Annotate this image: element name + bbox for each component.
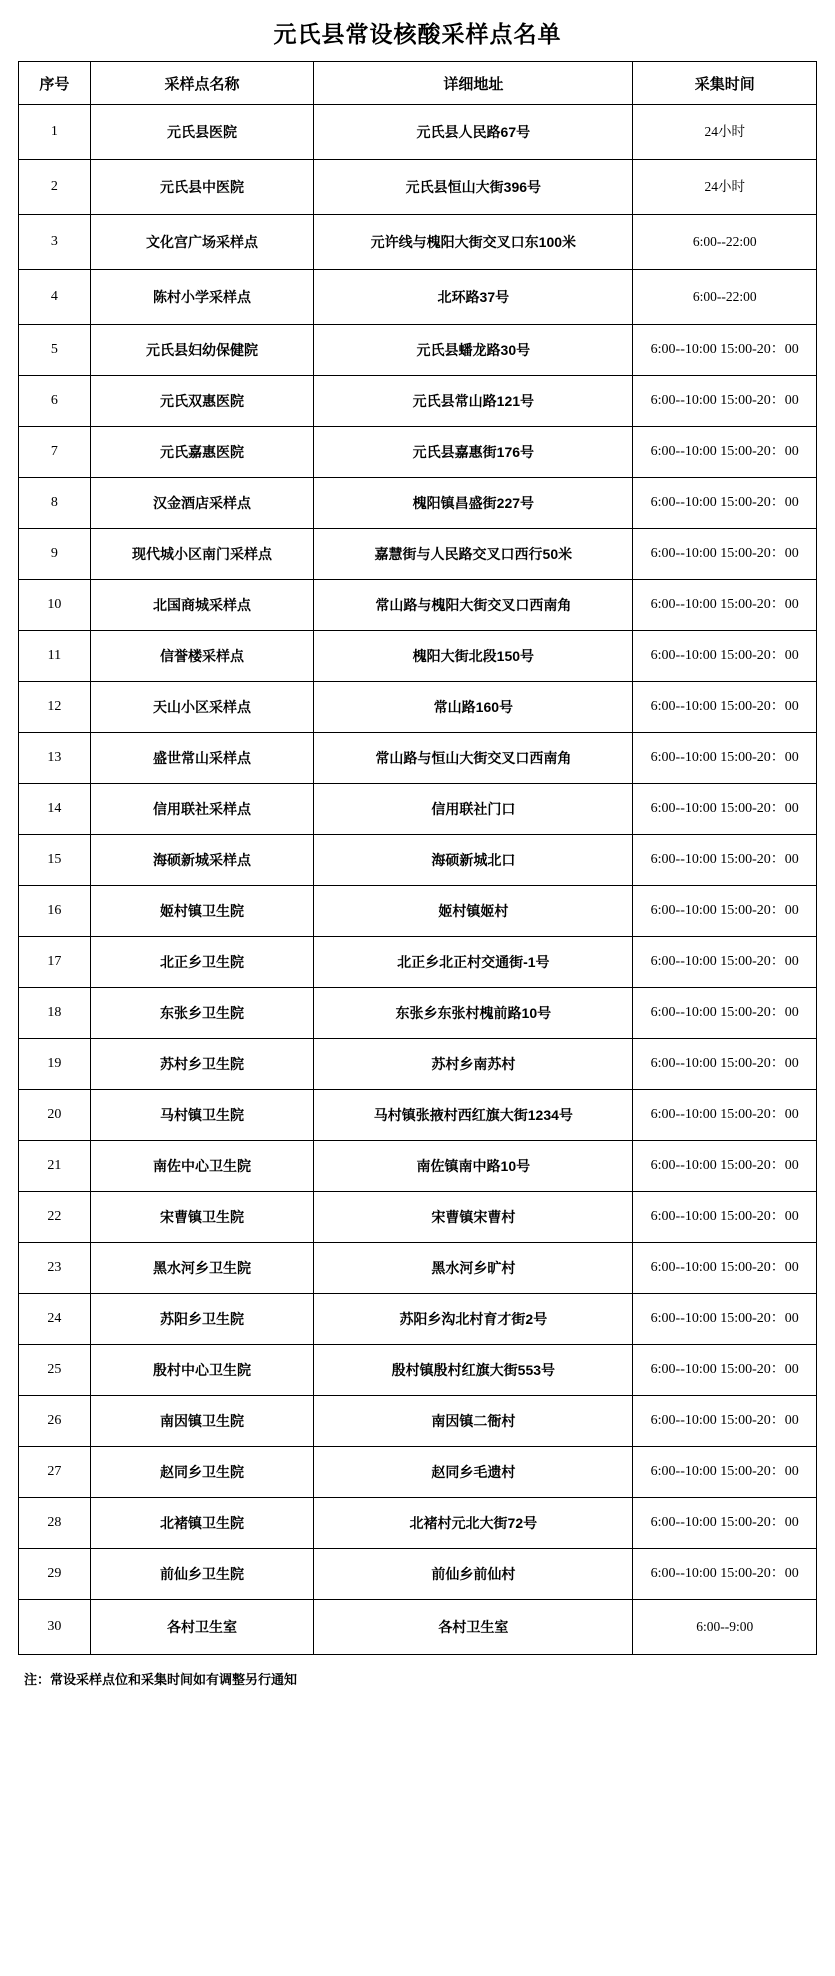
- cell-time: 6:00--10:00 15:00-20：00: [633, 376, 817, 427]
- cell-site-name: 信誉楼采样点: [90, 631, 313, 682]
- table-row: [19, 427, 817, 478]
- cell-address: 姬村镇姬村: [314, 886, 633, 937]
- cell-time: 6:00--10:00 15:00-20：00: [633, 1192, 817, 1243]
- cell-site-name: 殷村中心卫生院: [90, 1345, 313, 1396]
- cell-site-name: 前仙乡卫生院: [90, 1549, 313, 1600]
- cell-time: 6:00--10:00 15:00-20：00: [633, 733, 817, 784]
- table-row: [19, 160, 817, 215]
- cell-address: 槐阳镇昌盛街227号: [314, 478, 633, 529]
- cell-site-name: 宋曹镇卫生院: [90, 1192, 313, 1243]
- table-row: [19, 1396, 817, 1447]
- cell-address: 信用联社门口: [314, 784, 633, 835]
- cell-site-name: 南佐中心卫生院: [90, 1141, 313, 1192]
- cell-time: 6:00--10:00 15:00-20：00: [633, 478, 817, 529]
- cell-address: 北褚村元北大街72号: [314, 1498, 633, 1549]
- table-row: [19, 529, 817, 580]
- cell-time: 6:00--10:00 15:00-20：00: [633, 1345, 817, 1396]
- cell-address: 元氏县人民路67号: [314, 105, 633, 160]
- cell-index: 16: [19, 886, 91, 937]
- cell-site-name: 姬村镇卫生院: [90, 886, 313, 937]
- table-row: [19, 325, 817, 376]
- sampling-points-table: [18, 61, 817, 1655]
- cell-site-name: 现代城小区南门采样点: [90, 529, 313, 580]
- cell-address: 元氏县常山路121号: [314, 376, 633, 427]
- table-row: [19, 1345, 817, 1396]
- cell-index: 4: [19, 270, 91, 325]
- cell-time: 24小时: [633, 105, 817, 160]
- cell-site-name: 元氏县医院: [90, 105, 313, 160]
- cell-address: 北正乡北正村交通街-1号: [314, 937, 633, 988]
- cell-index: 19: [19, 1039, 91, 1090]
- cell-index: 14: [19, 784, 91, 835]
- cell-address: 槐阳大街北段150号: [314, 631, 633, 682]
- cell-index: 30: [19, 1600, 91, 1655]
- cell-time: 6:00--10:00 15:00-20：00: [633, 988, 817, 1039]
- cell-site-name: 北正乡卫生院: [90, 937, 313, 988]
- cell-index: 24: [19, 1294, 91, 1345]
- column-header-address: 详细地址: [314, 62, 633, 105]
- cell-address: 前仙乡前仙村: [314, 1549, 633, 1600]
- cell-address: 元氏县恒山大街396号: [314, 160, 633, 215]
- cell-site-name: 陈村小学采样点: [90, 270, 313, 325]
- cell-time: 6:00--10:00 15:00-20：00: [633, 1090, 817, 1141]
- cell-time: 6:00--10:00 15:00-20：00: [633, 1243, 817, 1294]
- table-row: [19, 988, 817, 1039]
- column-header-time: 采集时间: [633, 62, 817, 105]
- cell-index: 9: [19, 529, 91, 580]
- cell-index: 17: [19, 937, 91, 988]
- table-row: [19, 376, 817, 427]
- cell-index: 15: [19, 835, 91, 886]
- table-row: [19, 270, 817, 325]
- cell-site-name: 天山小区采样点: [90, 682, 313, 733]
- cell-site-name: 东张乡卫生院: [90, 988, 313, 1039]
- cell-index: 28: [19, 1498, 91, 1549]
- cell-address: 马村镇张掖村西红旗大街1234号: [314, 1090, 633, 1141]
- cell-index: 18: [19, 988, 91, 1039]
- table-row: [19, 937, 817, 988]
- cell-site-name: 元氏双惠医院: [90, 376, 313, 427]
- cell-address: 元许线与槐阳大街交叉口东100米: [314, 215, 633, 270]
- cell-index: 25: [19, 1345, 91, 1396]
- cell-address: 元氏县嘉惠街176号: [314, 427, 633, 478]
- cell-address: 元氏县蟠龙路30号: [314, 325, 633, 376]
- cell-index: 1: [19, 105, 91, 160]
- table-row: [19, 733, 817, 784]
- table-row: [19, 1192, 817, 1243]
- table-row: [19, 835, 817, 886]
- cell-address: 南佐镇南中路10号: [314, 1141, 633, 1192]
- table-row: [19, 1600, 817, 1655]
- cell-time: 6:00--22:00: [633, 215, 817, 270]
- cell-index: 6: [19, 376, 91, 427]
- cell-index: 10: [19, 580, 91, 631]
- cell-index: 20: [19, 1090, 91, 1141]
- cell-address: 常山路与槐阳大街交叉口西南角: [314, 580, 633, 631]
- table-row: [19, 784, 817, 835]
- cell-index: 12: [19, 682, 91, 733]
- cell-site-name: 各村卫生室: [90, 1600, 313, 1655]
- cell-site-name: 赵同乡卫生院: [90, 1447, 313, 1498]
- cell-time: 6:00--10:00 15:00-20：00: [633, 580, 817, 631]
- cell-address: 各村卫生室: [314, 1600, 633, 1655]
- cell-time: 6:00--10:00 15:00-20：00: [633, 682, 817, 733]
- table-row: [19, 1294, 817, 1345]
- cell-time: 6:00--22:00: [633, 270, 817, 325]
- cell-address: 宋曹镇宋曹村: [314, 1192, 633, 1243]
- cell-time: 6:00--10:00 15:00-20：00: [633, 1294, 817, 1345]
- cell-site-name: 文化宫广场采样点: [90, 215, 313, 270]
- table-row: [19, 1141, 817, 1192]
- cell-site-name: 北国商城采样点: [90, 580, 313, 631]
- table-row: [19, 631, 817, 682]
- cell-index: 8: [19, 478, 91, 529]
- table-row: [19, 478, 817, 529]
- cell-site-name: 元氏县妇幼保健院: [90, 325, 313, 376]
- cell-address: 常山路与恒山大街交叉口西南角: [314, 733, 633, 784]
- table-row: [19, 105, 817, 160]
- cell-time: 6:00--10:00 15:00-20：00: [633, 427, 817, 478]
- table-row: [19, 886, 817, 937]
- cell-site-name: 苏阳乡卫生院: [90, 1294, 313, 1345]
- table-header-row: [19, 62, 817, 105]
- table-row: [19, 215, 817, 270]
- cell-address: 黑水河乡旷村: [314, 1243, 633, 1294]
- cell-index: 21: [19, 1141, 91, 1192]
- cell-index: 27: [19, 1447, 91, 1498]
- cell-index: 3: [19, 215, 91, 270]
- cell-site-name: 信用联社采样点: [90, 784, 313, 835]
- table-row: [19, 1039, 817, 1090]
- cell-site-name: 汉金酒店采样点: [90, 478, 313, 529]
- cell-site-name: 北褚镇卫生院: [90, 1498, 313, 1549]
- table-body: [19, 105, 817, 1655]
- table-row: [19, 1447, 817, 1498]
- cell-site-name: 马村镇卫生院: [90, 1090, 313, 1141]
- cell-site-name: 黑水河乡卫生院: [90, 1243, 313, 1294]
- cell-address: 殷村镇殷村红旗大街553号: [314, 1345, 633, 1396]
- cell-time: 6:00--10:00 15:00-20：00: [633, 1498, 817, 1549]
- cell-address: 海硕新城北口: [314, 835, 633, 886]
- cell-index: 11: [19, 631, 91, 682]
- cell-site-name: 海硕新城采样点: [90, 835, 313, 886]
- footnote: 注：常设采样点位和采集时间如有调整另行通知: [24, 1672, 298, 1687]
- cell-time: 6:00--10:00 15:00-20：00: [633, 1141, 817, 1192]
- cell-time: 6:00--9:00: [633, 1600, 817, 1655]
- cell-address: 常山路160号: [314, 682, 633, 733]
- table-row: [19, 682, 817, 733]
- table-row: [19, 1243, 817, 1294]
- cell-time: 6:00--10:00 15:00-20：00: [633, 1039, 817, 1090]
- table-row: [19, 1090, 817, 1141]
- cell-time: 6:00--10:00 15:00-20：00: [633, 1396, 817, 1447]
- cell-site-name: 苏村乡卫生院: [90, 1039, 313, 1090]
- cell-address: 北环路37号: [314, 270, 633, 325]
- cell-time: 6:00--10:00 15:00-20：00: [633, 784, 817, 835]
- cell-address: 苏村乡南苏村: [314, 1039, 633, 1090]
- cell-time: 6:00--10:00 15:00-20：00: [633, 325, 817, 376]
- table-row: [19, 1549, 817, 1600]
- cell-time: 6:00--10:00 15:00-20：00: [633, 1447, 817, 1498]
- cell-site-name: 元氏嘉惠医院: [90, 427, 313, 478]
- table-row: [19, 1498, 817, 1549]
- cell-index: 13: [19, 733, 91, 784]
- cell-site-name: 南因镇卫生院: [90, 1396, 313, 1447]
- cell-time: 6:00--10:00 15:00-20：00: [633, 886, 817, 937]
- cell-time: 6:00--10:00 15:00-20：00: [633, 631, 817, 682]
- cell-time: 6:00--10:00 15:00-20：00: [633, 937, 817, 988]
- cell-address: 东张乡东张村槐前路10号: [314, 988, 633, 1039]
- cell-index: 29: [19, 1549, 91, 1600]
- cell-site-name: 盛世常山采样点: [90, 733, 313, 784]
- cell-time: 6:00--10:00 15:00-20：00: [633, 835, 817, 886]
- cell-index: 23: [19, 1243, 91, 1294]
- cell-index: 5: [19, 325, 91, 376]
- cell-address: 南因镇二衙村: [314, 1396, 633, 1447]
- cell-site-name: 元氏县中医院: [90, 160, 313, 215]
- column-header-index: 序号: [19, 62, 91, 105]
- cell-address: 苏阳乡沟北村育才街2号: [314, 1294, 633, 1345]
- cell-index: 26: [19, 1396, 91, 1447]
- cell-time: 24小时: [633, 160, 817, 215]
- cell-index: 2: [19, 160, 91, 215]
- cell-time: 6:00--10:00 15:00-20：00: [633, 1549, 817, 1600]
- cell-address: 赵同乡毛遗村: [314, 1447, 633, 1498]
- page-title: 元氏县常设核酸采样点名单: [273, 21, 562, 47]
- cell-time: 6:00--10:00 15:00-20：00: [633, 529, 817, 580]
- cell-address: 嘉慧街与人民路交叉口西行50米: [314, 529, 633, 580]
- column-header-site-name: 采样点名称: [90, 62, 313, 105]
- cell-index: 22: [19, 1192, 91, 1243]
- cell-index: 7: [19, 427, 91, 478]
- table-row: [19, 580, 817, 631]
